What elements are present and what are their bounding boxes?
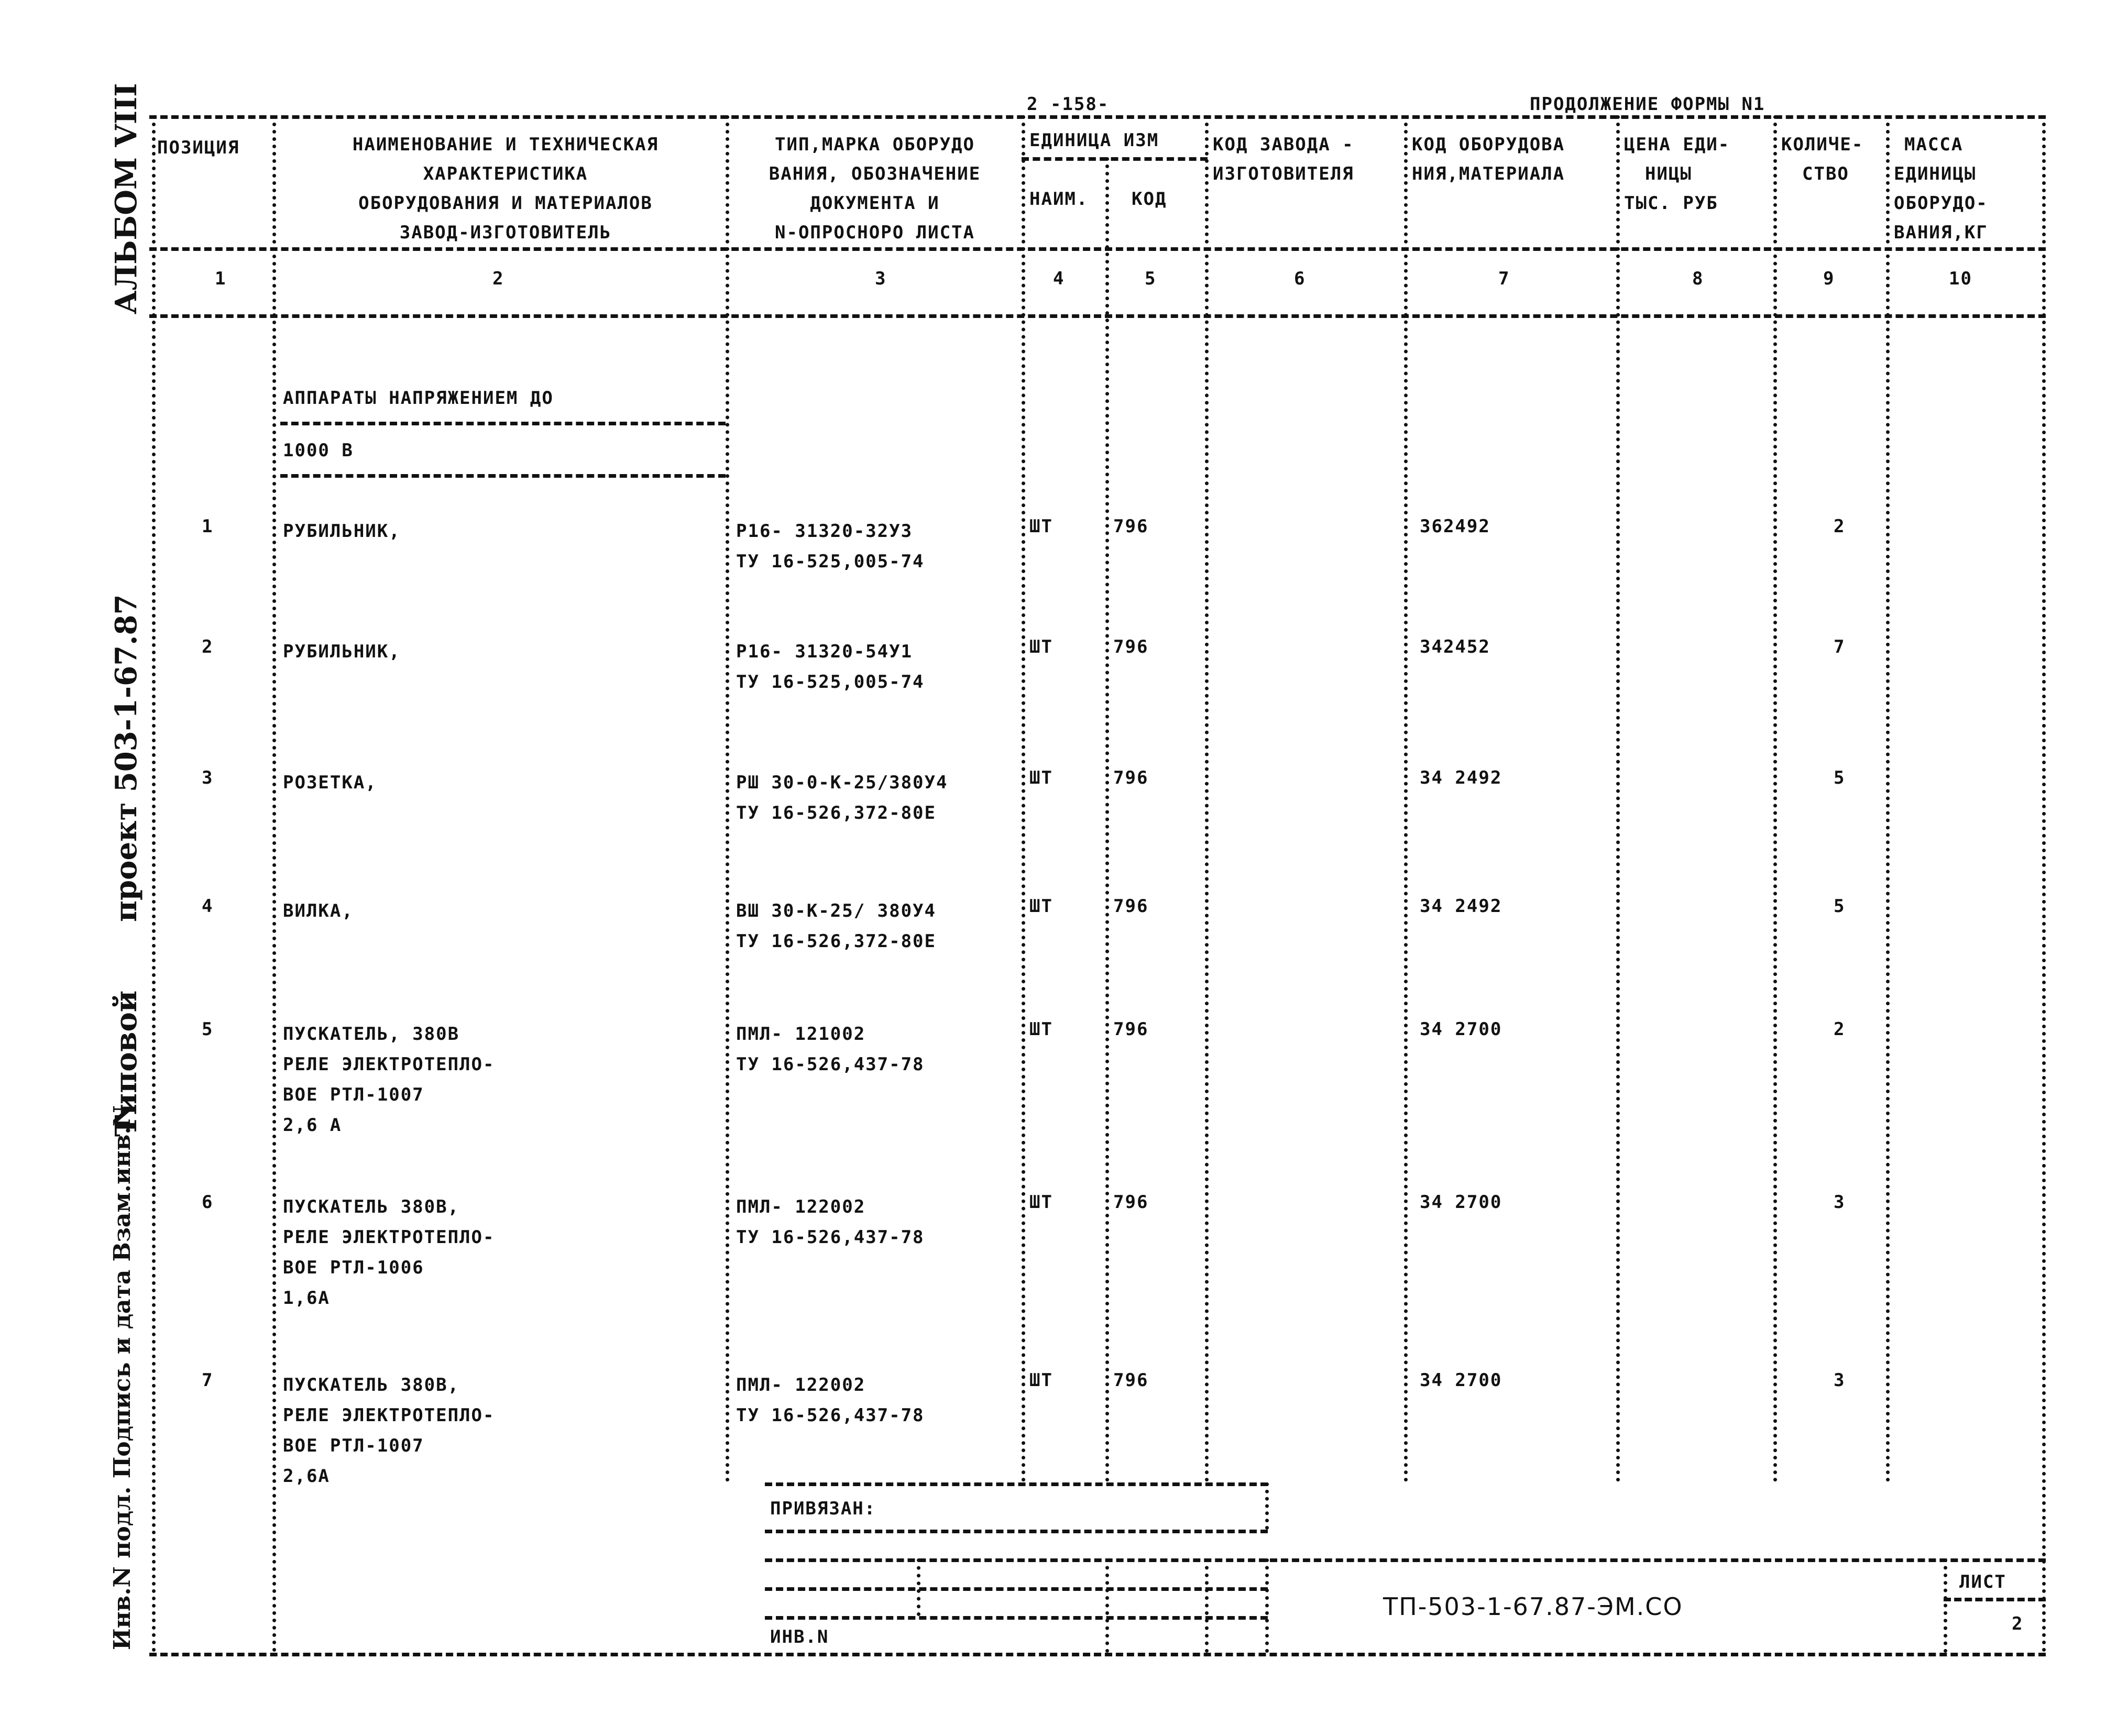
row-type xyxy=(736,636,925,697)
row-quantity: 3 xyxy=(1834,1192,1846,1213)
col-border-2 xyxy=(726,115,729,1482)
col-number-5: 5 xyxy=(1145,268,1157,289)
col-header-text: КОД ОБОРУДОВА xyxy=(1412,134,1565,155)
col-header-text: СТВО xyxy=(1802,163,1849,184)
unit-subheader-divider xyxy=(1022,157,1208,161)
col-header-price xyxy=(1624,130,1730,218)
col-header-text: ЦЕНА ЕДИ- xyxy=(1624,134,1730,155)
col-header-text: НАИМ. xyxy=(1029,189,1089,210)
col-number-1: 1 xyxy=(215,268,227,289)
col-header-equip-code xyxy=(1412,130,1565,189)
row-equip-code: 34 2700 xyxy=(1420,1192,1502,1213)
col-header-name xyxy=(293,130,718,247)
row-position: 6 xyxy=(202,1192,214,1213)
row-type-line: ВШ 30-К-25/ 380У4 xyxy=(736,900,936,921)
col-header-type xyxy=(733,130,1016,247)
row-name-line: 2,6 А xyxy=(283,1115,342,1136)
row-type-line: Р16- 31320-54У1 xyxy=(736,641,913,662)
col-header-text: ЕДИНИЦЫ xyxy=(1894,163,1977,184)
row-position: 3 xyxy=(202,767,214,788)
col-number-2: 2 xyxy=(492,268,504,289)
row-unit: ШТ xyxy=(1029,896,1053,917)
col-header-text: КОД xyxy=(1132,189,1167,210)
col-header-quantity xyxy=(1781,130,1863,189)
col-header-text: НИЦЫ xyxy=(1645,163,1692,184)
section-title-line1: АППАРАТЫ НАПРЯЖЕНИЕМ ДО xyxy=(283,388,554,409)
page-number: 2 -158- xyxy=(1027,94,1110,115)
col-header-text: НАИМЕНОВАНИЕ И ТЕХНИЧЕСКАЯ xyxy=(352,134,659,155)
col-border-10 xyxy=(2042,115,2046,1653)
row-type-line: ПМЛ- 122002 xyxy=(736,1196,866,1217)
row-name-line: ВОЕ РТЛ-1007 xyxy=(283,1435,424,1456)
row-name-line: РУБИЛЬНИК, xyxy=(283,641,401,662)
row-equip-code: 34 2700 xyxy=(1420,1370,1502,1391)
row-name-line: ВОЕ РТЛ-1006 xyxy=(283,1257,424,1278)
col-number-3: 3 xyxy=(875,268,887,289)
row-type-line: ТУ 16-526,437-78 xyxy=(736,1227,925,1248)
row-position: 5 xyxy=(202,1019,214,1040)
col-number-7: 7 xyxy=(1498,268,1510,289)
stamp-line xyxy=(765,1482,1268,1486)
stamp-divider xyxy=(1944,1558,1947,1653)
side-project-label: проект 503-1-67.87 xyxy=(109,594,144,922)
row-unit: ШТ xyxy=(1029,636,1053,657)
row-position: 1 xyxy=(202,516,214,537)
col-header-position xyxy=(157,137,239,158)
stamp-divider xyxy=(917,1558,920,1616)
col-header-text: ИЗГОТОВИТЕЛЯ xyxy=(1213,163,1354,184)
col-border-6 xyxy=(1404,115,1408,1482)
row-type-line: РШ 30-0-К-25/380У4 xyxy=(736,772,948,793)
col-number-8: 8 xyxy=(1692,268,1704,289)
col-header-text: ХАРАКТЕРИСТИКА xyxy=(423,163,588,184)
col-header-text: ВАНИЯ, ОБОЗНАЧЕНИЕ xyxy=(769,163,981,184)
document-code: ТП-503-1-67.87-ЭМ.СО xyxy=(1383,1592,1683,1621)
col-header-text: МАССА xyxy=(1904,134,1964,155)
row-name xyxy=(283,1370,495,1491)
section-title-line2: 1000 В xyxy=(283,440,354,461)
stamp-line xyxy=(1944,1598,2046,1601)
row-type xyxy=(736,1192,925,1252)
col-header-text: НИЯ,МАТЕРИАЛА xyxy=(1412,163,1565,184)
number-row-bottom-border xyxy=(149,314,2046,318)
stamp-line xyxy=(765,1616,1268,1620)
col-header-text: ЗАВОД-ИЗГОТОВИТЕЛЬ xyxy=(399,222,612,243)
col-header-text: ОБОРУДОВАНИЯ И МАТЕРИАЛОВ xyxy=(358,193,653,214)
col-number-4: 4 xyxy=(1053,268,1065,289)
col-header-text: ВАНИЯ,КГ xyxy=(1894,222,1988,243)
header-bottom-border xyxy=(149,247,2046,251)
stamp-inv-number: ИНВ.N xyxy=(770,1627,829,1647)
row-type-line: Р16- 31320-32У3 xyxy=(736,521,913,542)
row-type-line: ТУ 16-525,005-74 xyxy=(736,551,925,572)
sheet-number: 2 xyxy=(2012,1613,2024,1634)
row-unit-code: 796 xyxy=(1113,1019,1149,1040)
stamp-line xyxy=(765,1558,2046,1562)
row-unit-code: 796 xyxy=(1113,1370,1149,1391)
side-type-label: Типовой xyxy=(109,990,144,1137)
row-name-line: 1,6А xyxy=(283,1288,330,1309)
row-unit-code: 796 xyxy=(1113,896,1149,917)
row-type xyxy=(736,896,936,957)
row-name-line: РЕЛЕ ЭЛЕКТРОТЕПЛО- xyxy=(283,1405,495,1426)
col-header-text: ТЫС. РУБ xyxy=(1624,193,1718,214)
row-unit: ШТ xyxy=(1029,767,1053,788)
form-caption: ПРОДОЛЖЕНИЕ ФОРМЫ N1 xyxy=(1530,94,1765,115)
row-name-line: ПУСКАТЕЛЬ 380В, xyxy=(283,1375,460,1396)
col-header-text: ДОКУМЕНТА И xyxy=(810,193,940,214)
col-border-1 xyxy=(272,115,276,1653)
col-border-5 xyxy=(1205,115,1209,1482)
col-header-unit-code xyxy=(1132,189,1167,210)
col-header-unit xyxy=(1029,130,1202,151)
row-name xyxy=(283,636,401,667)
row-equip-code: 34 2492 xyxy=(1420,767,1502,788)
stamp-divider xyxy=(1205,1558,1209,1653)
row-position: 4 xyxy=(202,896,214,917)
row-type-line: ТУ 16-526,372-80Е xyxy=(736,931,936,952)
row-quantity: 2 xyxy=(1834,1019,1846,1040)
col-header-text: ПОЗИЦИЯ xyxy=(157,137,240,158)
row-equip-code: 362492 xyxy=(1420,516,1490,537)
row-unit-code: 796 xyxy=(1113,1192,1149,1213)
row-quantity: 3 xyxy=(1834,1370,1846,1391)
row-type-line: ТУ 16-526,437-78 xyxy=(736,1405,925,1426)
sheet-label: ЛИСТ xyxy=(1959,1572,2006,1592)
row-type-line: ТУ 16-526,437-78 xyxy=(736,1054,925,1075)
row-equip-code: 342452 xyxy=(1420,636,1490,657)
col-header-unit-name xyxy=(1029,189,1088,210)
col-border-0 xyxy=(152,115,156,1653)
row-name-line: РОЗЕТКА, xyxy=(283,772,377,793)
row-type xyxy=(736,1370,925,1431)
row-name xyxy=(283,1192,495,1313)
col-header-text: ОБОРУДО- xyxy=(1894,193,1988,214)
row-unit: ШТ xyxy=(1029,1370,1053,1391)
row-unit: ШТ xyxy=(1029,1192,1053,1213)
row-name-line: РЕЛЕ ЭЛЕКТРОТЕПЛО- xyxy=(283,1054,495,1075)
row-name-line: ВОЕ РТЛ-1007 xyxy=(283,1084,424,1105)
row-equip-code: 34 2700 xyxy=(1420,1019,1502,1040)
row-unit-code: 796 xyxy=(1113,767,1149,788)
row-name-line: РЕЛЕ ЭЛЕКТРОТЕПЛО- xyxy=(283,1227,495,1248)
col-header-text: ТИП,МАРКА ОБОРУДО xyxy=(775,134,975,155)
col-border-9 xyxy=(1886,115,1890,1482)
col-border-3 xyxy=(1022,115,1025,1482)
row-quantity: 7 xyxy=(1834,636,1846,657)
table-bottom-border xyxy=(149,1653,2046,1656)
row-type-line: ТУ 16-525,005-74 xyxy=(736,672,925,693)
row-unit: ШТ xyxy=(1029,1019,1053,1040)
row-equip-code: 34 2492 xyxy=(1420,896,1502,917)
row-position: 7 xyxy=(202,1370,214,1391)
stamp-line xyxy=(765,1587,1268,1591)
col-border-7 xyxy=(1616,115,1620,1482)
col-header-text: ЕДИНИЦА ИЗМ xyxy=(1029,130,1159,151)
row-position: 2 xyxy=(202,636,214,657)
stamp-divider xyxy=(1265,1558,1269,1653)
row-name-line: РУБИЛЬНИК, xyxy=(283,521,401,542)
stamp-divider xyxy=(1105,1558,1109,1653)
row-name xyxy=(283,767,377,798)
side-inv-label: Инв.N подл. Подпись и дата Взам.инв.N xyxy=(109,1105,136,1650)
row-unit-code: 796 xyxy=(1113,636,1149,657)
row-name-line: ВИЛКА, xyxy=(283,900,354,921)
row-type xyxy=(736,767,948,828)
row-name-line: 2,6А xyxy=(283,1466,330,1487)
table-top-border xyxy=(149,115,2046,119)
row-type xyxy=(736,1019,925,1080)
row-type-line: ТУ 16-526,372-80Е xyxy=(736,803,936,823)
col-border-8 xyxy=(1773,115,1777,1482)
row-quantity: 5 xyxy=(1834,896,1846,917)
stamp-line xyxy=(765,1530,1268,1533)
row-unit-code: 796 xyxy=(1113,516,1149,537)
col-header-text: N-ОПРОСНОРО ЛИСТА xyxy=(775,222,975,243)
col-header-text: КОД ЗАВОДА - xyxy=(1213,134,1354,155)
row-unit: ШТ xyxy=(1029,516,1053,537)
col-number-10: 10 xyxy=(1949,268,1972,289)
col-header-factory-code xyxy=(1213,130,1354,189)
col-border-4 xyxy=(1105,157,1109,1482)
col-header-text: КОЛИЧЕ- xyxy=(1781,134,1864,155)
stamp-divider xyxy=(1265,1482,1269,1530)
row-name xyxy=(283,896,354,926)
row-name xyxy=(283,516,401,546)
row-type-line: ПМЛ- 122002 xyxy=(736,1375,866,1396)
row-quantity: 5 xyxy=(1834,767,1846,788)
col-header-mass xyxy=(1894,130,1988,247)
row-quantity: 2 xyxy=(1834,516,1846,537)
row-type xyxy=(736,516,925,577)
row-name-line: ПУСКАТЕЛЬ, 380В xyxy=(283,1024,460,1045)
side-album-label: АЛЬБОМ VIII xyxy=(109,83,144,314)
col-number-6: 6 xyxy=(1294,268,1306,289)
section-title-rule xyxy=(280,474,726,478)
row-name xyxy=(283,1019,495,1140)
section-title-rule xyxy=(280,422,726,425)
stamp-privyazan: ПРИВЯЗАН: xyxy=(770,1498,876,1519)
col-number-9: 9 xyxy=(1823,268,1835,289)
row-name-line: ПУСКАТЕЛЬ 380В, xyxy=(283,1196,460,1217)
row-type-line: ПМЛ- 121002 xyxy=(736,1024,866,1045)
